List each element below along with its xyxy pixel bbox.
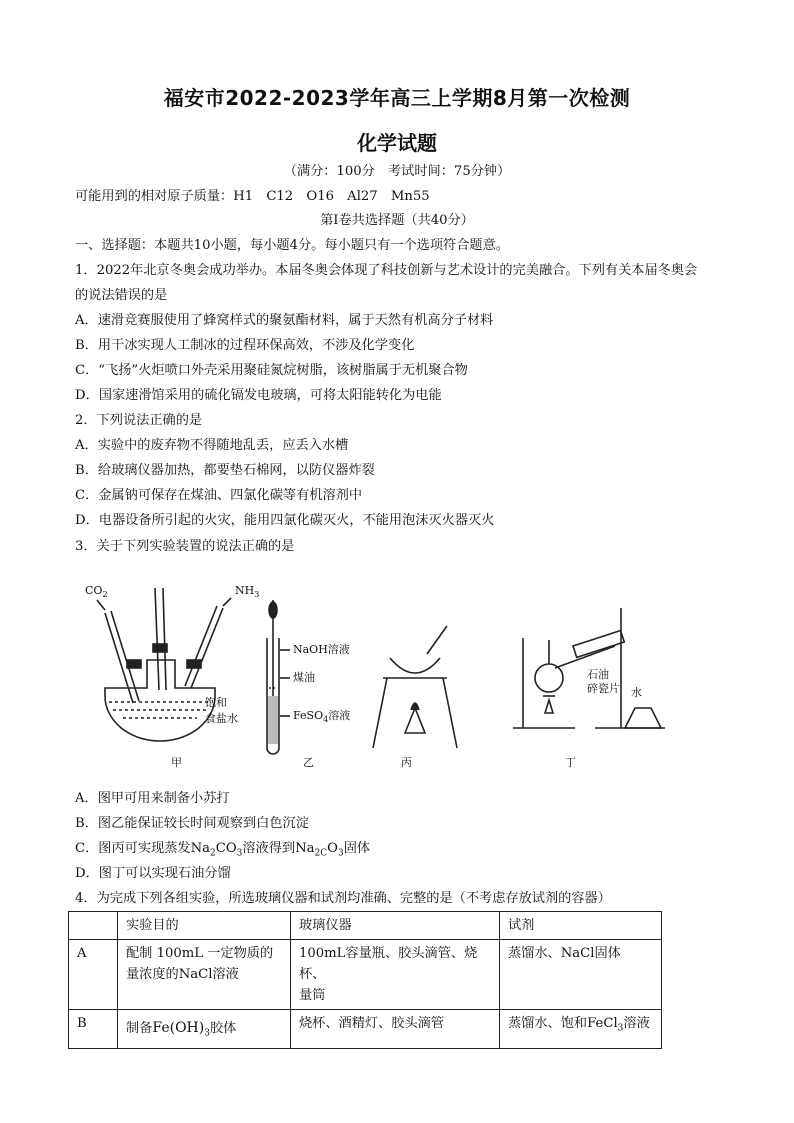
table-row (69, 1010, 662, 1049)
row-a-glassware (291, 940, 500, 1010)
exam-title: 福安市2022-2023学年高三上学期8月第一次检测 (163, 86, 631, 110)
table-row (69, 940, 662, 1010)
row-b-purpose (118, 1010, 291, 1049)
row-b-reagent (500, 1010, 662, 1049)
q4-table (68, 911, 662, 1049)
svg-text:NH3 (235, 584, 259, 599)
header-cell-glassware: 玻璃仪器 (291, 912, 500, 940)
q3-option-c-sub-2: 3 (236, 848, 243, 859)
row-b-purpose-formula: Fe(OH) (152, 1020, 205, 1036)
q3-option-a: A．图甲可用来制备小苏打 (75, 791, 230, 806)
label-yi-feso4-sub: 4 (323, 715, 329, 724)
label-jia-nh3-sub: 3 (254, 590, 260, 599)
row-a-label: A (69, 940, 118, 1010)
label-yi-feso4: FeSO (293, 709, 324, 722)
q1-option-d: D．国家速滑馆采用的硫化镉发电玻璃，可将太阳能转化为电能 (75, 388, 442, 403)
q3-option-c-text-3: 溶液得到Na (242, 841, 315, 856)
caption-jia: 甲 (171, 756, 182, 769)
q3-option-b: B．图乙能保证较长时间观察到白色沉淀 (75, 816, 309, 831)
q1-stem-line2: 的说法错误的是 (75, 288, 168, 303)
q2-option-b: B．给玻璃仪器加热，都要垫石棉网，以防仪器炸裂 (75, 463, 375, 478)
exam-subtitle: 化学试题 (357, 131, 437, 155)
label-jia-solution-1: 饱和 (205, 696, 227, 709)
caption-yi: 乙 (303, 756, 314, 769)
row-b-purpose-tail: 胶体 (209, 1021, 237, 1036)
row-a-glass-line2: 量筒 (299, 988, 326, 1003)
q3-option-c-text-1: C．图丙可实现蒸发Na (75, 841, 210, 856)
row-b-purpose-pre: 制备 (126, 1021, 153, 1036)
row-b-label: B (69, 1010, 118, 1049)
q2-stem: 2．下列说法正确的是 (75, 413, 203, 428)
row-b-glassware: 烧杯、酒精灯、胶头滴管 (291, 1010, 500, 1049)
section-instruction: 一、选择题：本题共10小题，每小题4分。每小题只有一个选项符合题意。 (75, 238, 509, 253)
q2-option-d: D．电器设备所引起的火灾，能用四氯化碳灭火，不能用泡沫灭火器灭火 (75, 513, 495, 528)
q3-option-c-sub-4: 3 (337, 848, 344, 859)
label-jia-solution-2: 食盐水 (205, 712, 238, 725)
label-jia-nh3: NH (235, 584, 255, 597)
row-a-purpose-line1: 配制 100mL 一定物质的 (126, 946, 274, 961)
q3-option-c-text-2: CO (215, 841, 237, 856)
label-yi-feso4-tail: 溶液 (328, 709, 351, 722)
caption-ding: 丁 (565, 756, 576, 769)
q3-option-c-sub-1: 2 (210, 848, 216, 859)
q2-option-a: A．实验中的废弃物不得随地乱丢，应丢入水槽 (75, 438, 349, 453)
q1-option-c: C．“飞扬”火炬喷口外壳采用聚硅氮烷树脂，该树脂属于无机聚合物 (75, 363, 468, 378)
q1-option-a: A．速滑竞赛服使用了蜂窝样式的聚氨酯材料，属于天然有机高分子材料 (75, 313, 494, 328)
row-b-reagent-sub: 3 (617, 1023, 624, 1034)
q3-option-c (75, 840, 370, 863)
q2-option-c: C．金属钠可保存在煤油、四氯化碳等有机溶剂中 (75, 488, 363, 503)
exam-meta: （满分：100分 考试时间：75分钟） (283, 164, 511, 179)
q1-option-b: B．用干冰实现人工制冰的过程环保高效，不涉及化学变化 (75, 338, 415, 353)
row-a-glass-line1: 100mL容量瓶、胶头滴管、烧杯、 (299, 946, 478, 982)
q3-apparatus-figure (75, 578, 695, 778)
svg-text:FeSO4溶液 (293, 708, 350, 724)
q1-stem-line1: 1．2022年北京冬奥会成功举办。本届冬奥会体现了科技创新与艺术设计的完美融合。下列有关本届冬奥会 (75, 263, 698, 278)
header-cell-reagent: 试剂 (500, 912, 662, 940)
row-b-reagent-tail: 溶液 (623, 1016, 650, 1031)
part-title: 第Ⅰ卷共选择题（共40分） (320, 213, 474, 228)
label-yi-naoh: NaOH溶液 (293, 643, 350, 656)
label-ding-water: 水 (631, 686, 642, 699)
row-a-reagent: 蒸馏水、NaCl固体 (500, 940, 662, 1010)
atomic-masses: 可能用到的相对原子质量：H1 C12 O16 Al27 Mn55 (75, 189, 430, 204)
q3-option-d: D．图丁可以实现石油分馏 (75, 866, 231, 881)
label-jia-co2-sub: 2 (102, 590, 108, 599)
row-a-purpose (118, 940, 291, 1010)
label-jia-co2: CO (85, 584, 103, 597)
q3-option-c-sub-3: 2C (314, 848, 328, 859)
row-a-purpose-line2: 量浓度的NaCl溶液 (126, 967, 239, 982)
svg-text:CO2 (85, 584, 108, 599)
row-b-purpose-sub: 3 (204, 1028, 210, 1039)
q4-stem: 4．为完成下列各组实验，所选玻璃仪器和试剂均准确、完整的是（不考虑存放试剂的容器） (75, 891, 611, 906)
caption-bing: 丙 (401, 756, 412, 769)
q3-option-c-text-4: O (327, 841, 338, 856)
label-ding-oil-2: 碎瓷片 (587, 682, 620, 695)
q3-stem: 3．关于下列实验装置的说法正确的是 (75, 539, 295, 554)
q3-option-c-text-5: 固体 (343, 841, 371, 856)
table-header-row (69, 912, 662, 940)
label-ding-oil-1: 石油 (587, 668, 609, 681)
apparatus-yi (267, 600, 290, 754)
row-b-reagent-pre: 蒸馏水、饱和FeCl (508, 1016, 618, 1031)
apparatus-bing (373, 626, 457, 748)
header-cell-purpose: 实验目的 (118, 912, 291, 940)
header-cell-label (69, 912, 118, 940)
label-yi-kerosene: 煤油 (293, 671, 315, 684)
